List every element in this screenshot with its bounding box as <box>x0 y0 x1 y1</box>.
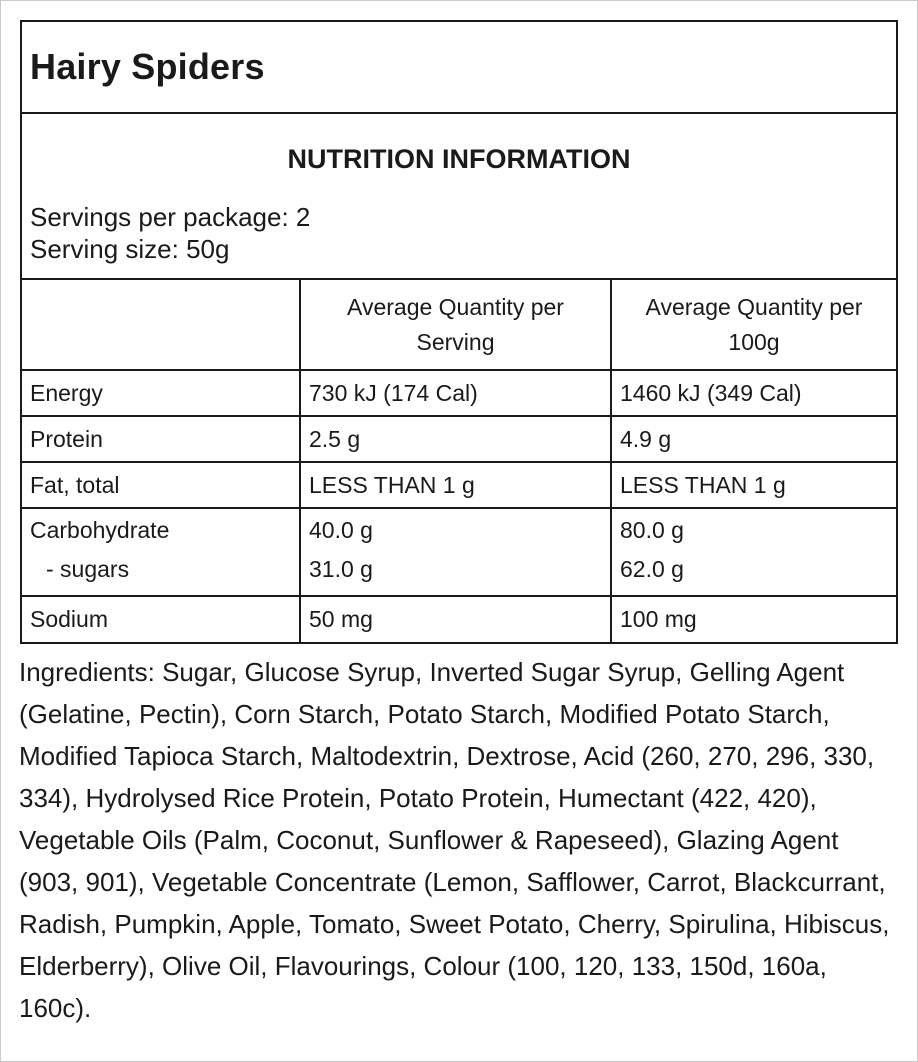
title-row <box>22 22 896 114</box>
value-per-serving: 40.0 g <box>309 517 373 543</box>
table-row <box>22 462 896 508</box>
value-per-serving: 2.5 g <box>300 416 611 462</box>
header-blank-cell <box>22 280 300 370</box>
serving-size: Serving size: 50g <box>30 234 230 264</box>
nutrient-subname: - sugars <box>46 556 130 582</box>
nutrient-name: Fat, total <box>22 462 300 508</box>
value-per-100g: 100 mg <box>620 606 697 632</box>
value-per-100g: LESS THAN 1 g <box>611 462 896 508</box>
value-per-100g: 80.0 g <box>620 517 684 543</box>
nutrition-info-block <box>22 114 896 280</box>
table-row <box>22 596 896 642</box>
nutrient-name-cell <box>22 508 300 596</box>
nutrient-name: Carbohydrate <box>30 517 170 543</box>
value-per-100g: 1460 kJ (349 Cal) <box>611 370 896 416</box>
table-row <box>22 508 896 596</box>
header-per-serving: Average Quantity per Serving <box>300 280 611 370</box>
table-row <box>22 416 896 462</box>
value-per-serving: LESS THAN 1 g <box>300 462 611 508</box>
nutrient-name: Energy <box>22 370 300 416</box>
value-per-100g: 4.9 g <box>611 416 896 462</box>
value-per-100g-sugars: 62.0 g <box>620 556 684 582</box>
ingredients-text: Ingredients: Sugar, Glucose Syrup, Inverted Sugar Syrup, Gelling Agent (Gelatine, Pectin), Corn Starch, Potato Starch, Modified Potato Starch, Modified Tapioca Starch, Maltodextrin, Dextrose, Acid (260, 270, 296, 330, 334), Hydrolysed Rice Protein, Potato Protein, Humectant (422, 420), Vegetable Oils (Palm, Coconut, Sunflower & Rapeseed), Glazing Agent (903, 901), Vegetable Concentrate (Lemon, Safflower, Carrot, Blackcurrant, Radish, Pumpkin, Apple, Tomato, Sweet Potato, Cherry, Spirulina, Hibiscus, Elderberry), Olive Oil, Flavourings, Colour (100, 120, 133, 150d, 160a, 160c). <box>19 657 890 1023</box>
table-row <box>22 370 896 416</box>
value-per-serving: 50 mg <box>300 596 611 642</box>
nutrient-name: Sodium <box>22 596 300 642</box>
product-title: Hairy Spiders <box>30 46 265 87</box>
value-per-100g-cell <box>611 508 896 596</box>
value-per-serving-sugars: 31.0 g <box>309 556 373 582</box>
nutrition-panel <box>20 20 898 644</box>
nutrition-table <box>22 280 896 642</box>
nutrient-name: Protein <box>22 416 300 462</box>
header-per-100g: Average Quantity per 100g <box>611 280 896 370</box>
value-per-serving: 730 kJ (174 Cal) <box>300 370 611 416</box>
nutrition-heading: NUTRITION INFORMATION <box>287 144 631 174</box>
servings-per-package: Servings per package: 2 <box>30 202 311 232</box>
table-header-row <box>22 280 896 370</box>
value-per-serving-cell <box>300 508 611 596</box>
